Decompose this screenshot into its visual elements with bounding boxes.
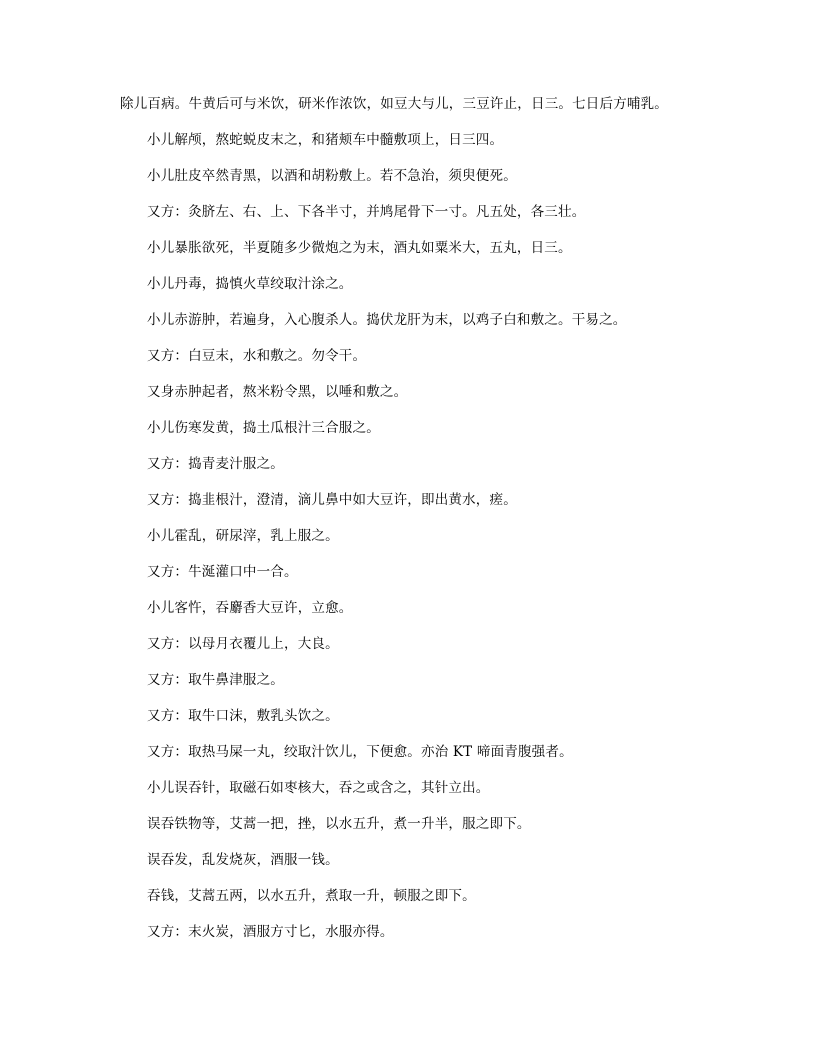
paragraph-24: 又方：末火炭，酒服方寸匕，水服亦得。 — [147, 924, 394, 940]
paragraph-4: 又方：灸脐左、右、上、下各半寸，并鸠尾骨下一寸。凡五处，各三壮。 — [147, 204, 586, 220]
paragraph-6: 小儿丹毒，捣慎火草绞取汁涂之。 — [147, 276, 353, 292]
paragraph-10: 小儿伤寒发黄，捣土瓜根汁三合服之。 — [147, 420, 380, 436]
paragraph-14: 又方：牛涎灌口中一合。 — [147, 564, 298, 580]
paragraph-9: 又身赤肿起者，熬米粉令黑，以唾和敷之。 — [147, 384, 408, 400]
paragraph-23: 吞钱，艾蒿五两，以水五升，煮取一升，顿服之即下。 — [147, 888, 476, 904]
paragraph-1: 除儿百病。牛黄后可与米饮，研米作浓饮，如豆大与儿，三豆许止，日三。七日后方哺乳。 — [120, 96, 668, 112]
paragraph-13: 小儿霍乱，研尿滓，乳上服之。 — [147, 528, 339, 544]
paragraph-12: 又方：捣韭根汁，澄清，滴儿鼻中如大豆许，即出黄水，瘥。 — [147, 492, 517, 508]
paragraph-7: 小儿赤游肿，若遍身，入心腹杀人。捣伏龙肝为末，以鸡子白和敷之。干易之。 — [147, 312, 627, 328]
paragraph-8: 又方：白豆末，水和敷之。勿令干。 — [147, 348, 367, 364]
paragraph-11: 又方：捣青麦汁服之。 — [147, 456, 284, 472]
paragraph-15: 小儿客忤，吞麝香大豆许，立愈。 — [147, 600, 353, 616]
paragraph-18: 又方：取牛口沫，敷乳头饮之。 — [147, 708, 339, 724]
paragraph-3: 小儿肚皮卒然青黑，以酒和胡粉敷上。若不急治，须臾便死。 — [147, 168, 517, 184]
paragraph-21: 误吞铁物等，艾蒿一把，挫，以水五升，煮一升半，服之即下。 — [147, 816, 531, 832]
paragraph-17: 又方：取牛鼻津服之。 — [147, 672, 284, 688]
paragraph-19: 又方：取热马屎一丸，绞取汁饮儿，下便愈。亦治 KT 啼面青腹强者。 — [147, 744, 573, 760]
paragraph-5: 小儿暴胀欲死，半夏随多少微炮之为末，酒丸如粟米大，五丸，日三。 — [147, 240, 572, 256]
paragraph-20: 小儿误吞针，取磁石如枣核大，吞之或含之，其针立出。 — [147, 780, 490, 796]
paragraph-16: 又方：以母月衣覆儿上，大良。 — [147, 636, 339, 652]
paragraph-22: 误吞发，乱发烧灰，酒服一钱。 — [147, 852, 339, 868]
paragraph-2: 小儿解颅，熬蛇蜕皮末之，和猪颊车中髓敷项上，日三四。 — [147, 132, 504, 148]
